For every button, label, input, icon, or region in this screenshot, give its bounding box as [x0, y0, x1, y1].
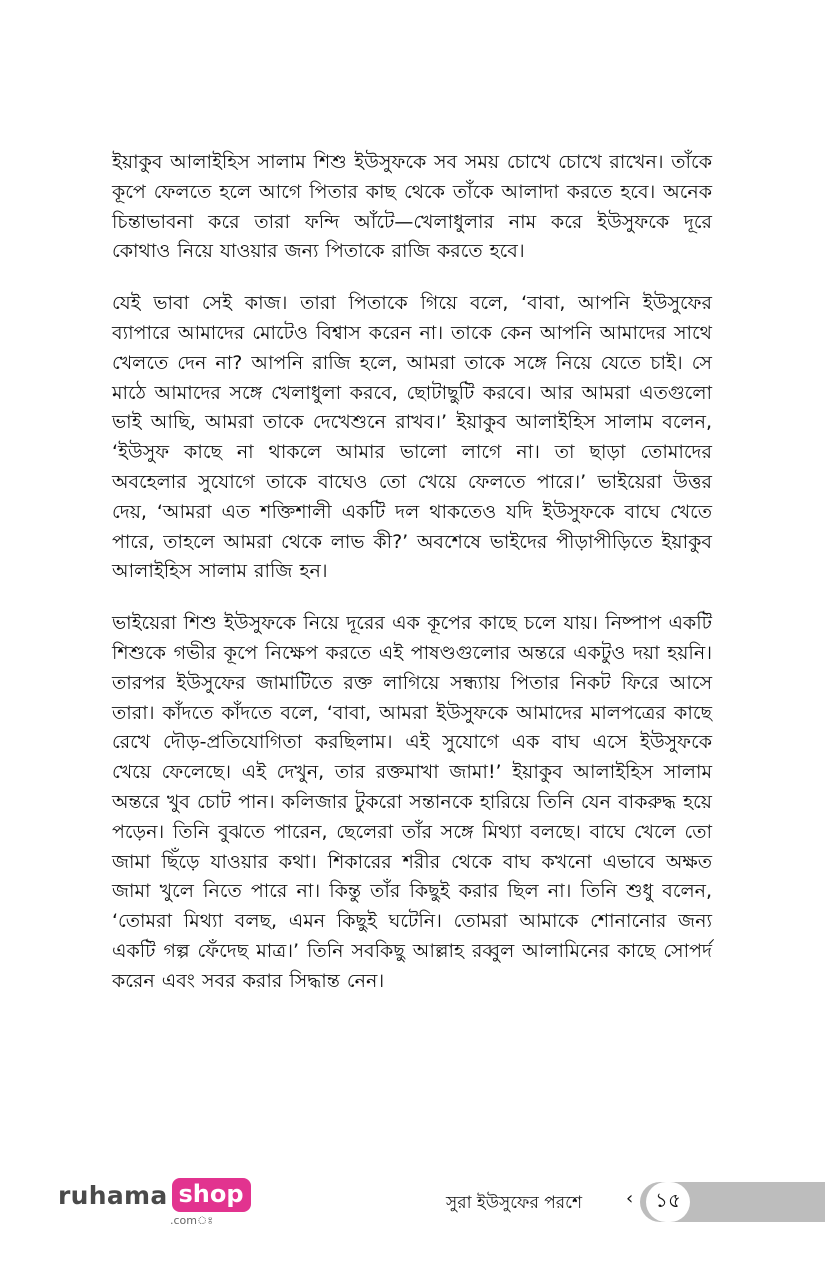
paragraph-1: ইয়াকুব আলাইহিস সালাম শিশু ইউসুফকে সব সময় চোখে চোখে রাখেন। তাঁকে কূপে ফেলতে হলে আগে পিতার কাছ থেকে তাঁকে আলাদা করতে হবে। অনেক চিন্তাভাবনা করে তারা ফন্দি আঁটে—খেলাধুলার নাম করে ইউসুফকে দূরে কোথাও নিয়ে যাওয়ার জন্য পিতাকে রাজি করতে হবে। — [112, 151, 712, 263]
running-title: সুরা ইউসুফের পরশে — [446, 1193, 583, 1213]
ruhama-shop-logo — [58, 1178, 251, 1227]
logo-word: ruhama — [58, 1180, 168, 1210]
paragraph-2: যেই ভাবা সেই কাজ। তারা পিতাকে গিয়ে বলে, ‘বাবা, আপনি ইউসুফের ব্যাপারে আমাদের মোটেও বিশ্বাস করেন না। তাকে কেন আপনি আমাদের সাথে খেলতে দেন না? আপনি রাজি হলে, আমরা তাকে সঙ্গে নিয়ে যেতে চাই। সে মাঠে আমাদের সঙ্গে খেলাধুলা করবে, ছোটাছুটি করবে। আর আমরা এতগুলো ভাই আছি, আমরা তাকে দেখেশুনে রাখব।’ ইয়াকুব আলাইহিস সালাম বলেন, ‘ইউসুফ কাছে না থাকলে আমার ভালো লাগে না। তা ছাড়া তোমাদের অবহেলার সুযোগে তাকে বাঘেও তো খেয়ে ফেলতে পারে।’ ভাইয়েরা উত্তর দেয়, ‘আমরা এত শক্তিশালী একটি দল থাকতেও যদি ইউসুফকে বাঘে খেতে পারে, তাহলে আমরা থেকে লাভ কী?’ অবশেষে ভাইদের পীড়াপীড়িতে ইয়াকুব আলাইহিস সালাম রাজি হন। — [112, 292, 712, 583]
page-body — [112, 148, 712, 1019]
paragraph-3: ভাইয়েরা শিশু ইউসুফকে নিয়ে দূরের এক কূপের কাছে চলে যায়। নিষ্পাপ একটি শিশুকে গভীর কূপে নিক্ষেপ করতে এই পাষণ্ডগুলোর অন্তরে একটুও দয়া হয়নি। তারপর ইউসুফের জামাটিতে রক্ত লাগিয়ে সন্ধ্যায় পিতার নিকট ফিরে আসে তারা। কাঁদতে কাঁদতে বলে, ‘বাবা, আমরা ইউসুফকে আমাদের মালপত্রের কাছে রেখে দৌড়-প্রতিযোগিতা করছিলাম। এই সুযোগে এক বাঘ এসে ইউসুফকে খেয়ে ফেলেছে। এই দেখুন, তার রক্তমাখা জামা!’ ইয়াকুব আলাইহিস সালাম অন্তরে খুব চোট পান। কলিজার টুকরো সন্তানকে হারিয়ে তিনি যেন বাকরুদ্ধ হয়ে পড়েন। তিনি বুঝতে পারেন, ছেলেরা তাঁর সঙ্গে মিথ্যা বলছে। বাঘে খেলে তো জামা ছিঁড়ে যাওয়ার কথা। শিকারের শরীর থেকে বাঘ কখনো এভাবে অক্ষত জামা খুলে নিতে পারে না। কিন্তু তাঁর কিছুই করার ছিল না। তিনি শুধু বলেন, ‘তোমরা মিথ্যা বলছ, এমন কিছুই ঘটেনি। তোমরা আমাকে শোনানোর জন্য একটি গল্প ফেঁদেছ মাত্র।’ তিনি সবকিছু আল্লাহ রব্বুল আলামিনের কাছে সোপর্দ করেন এবং সবর করার সিদ্ধান্ত নেন। — [112, 612, 712, 992]
chevron-left-icon: ‹ — [626, 1188, 634, 1209]
logo-badge: shop — [172, 1178, 251, 1212]
page-footer — [0, 1170, 825, 1250]
logo-domain: .comঃ — [170, 1214, 214, 1227]
page-number-text: ১৫ — [655, 1187, 681, 1212]
page-number — [646, 1182, 690, 1222]
